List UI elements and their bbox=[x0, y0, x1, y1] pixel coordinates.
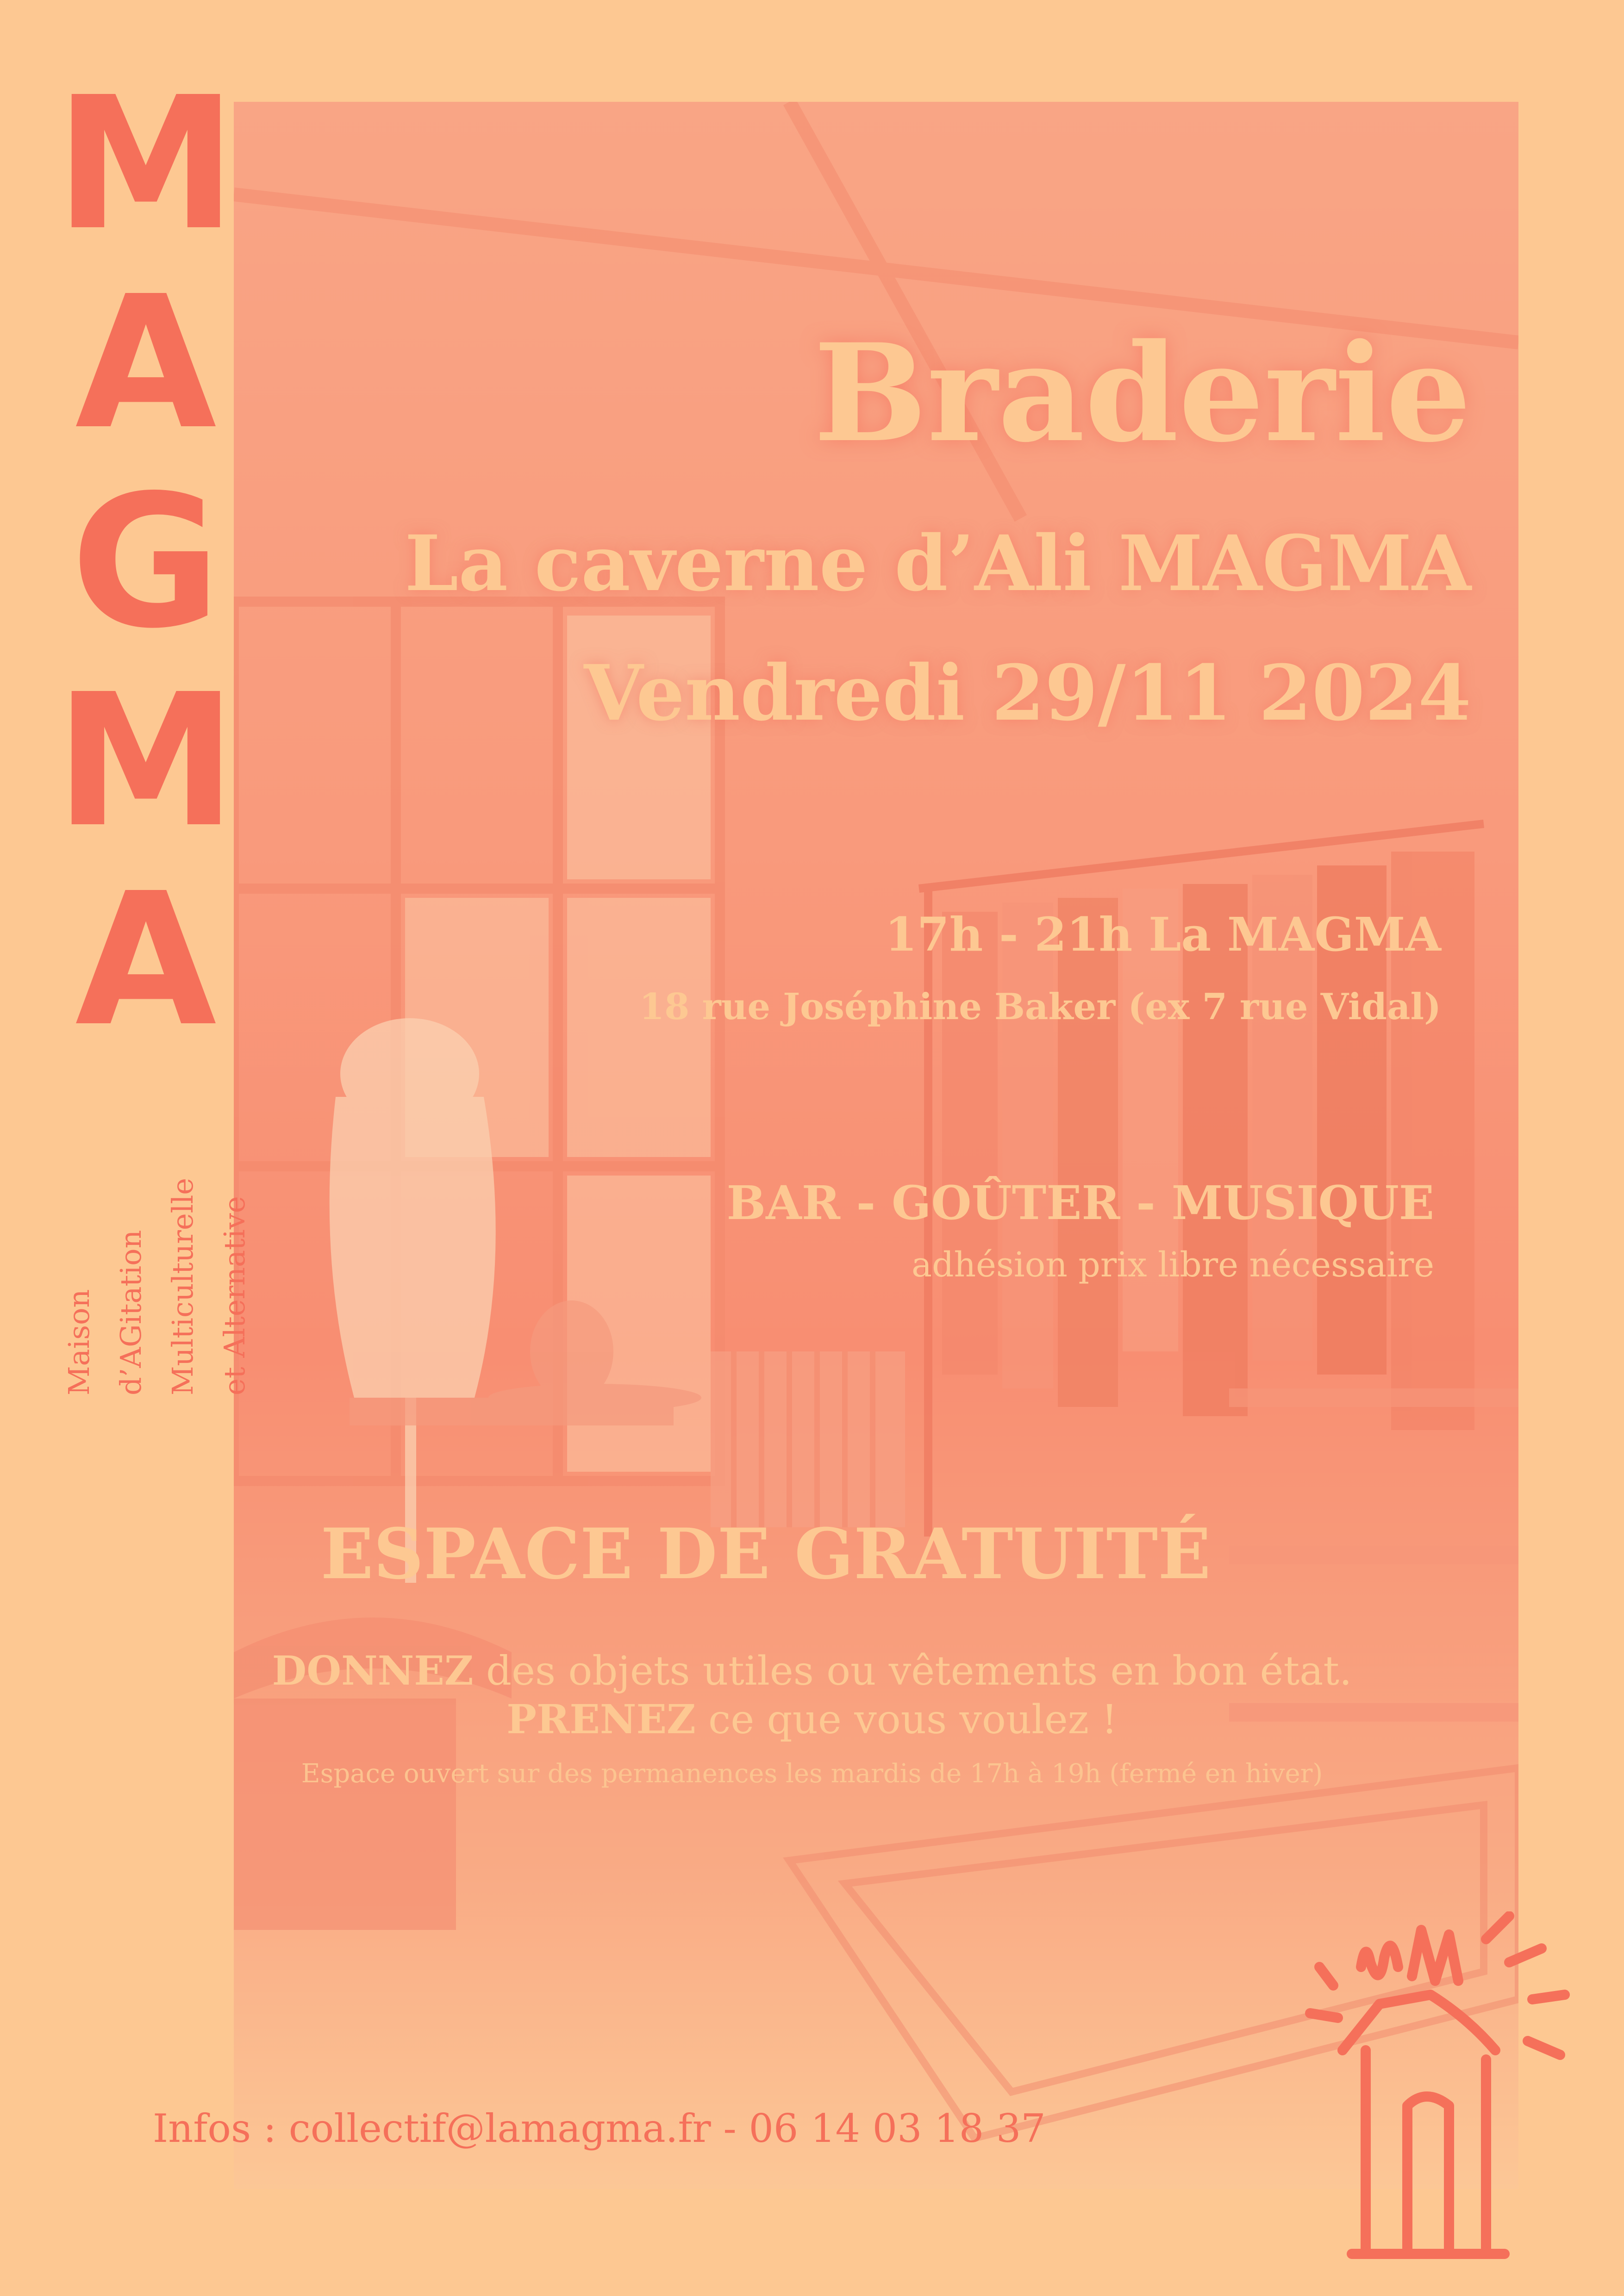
give-strong: DONNEZ bbox=[272, 1648, 474, 1694]
membership-note: adhésion prix libre nécessaire bbox=[912, 1245, 1434, 1285]
event-title: Braderie bbox=[813, 315, 1471, 472]
event-activities: BAR - GOÛTER - MUSIQUE bbox=[726, 1176, 1434, 1230]
free-space-take bbox=[0, 1696, 1624, 1743]
logo-letter-m2: M bbox=[55, 655, 237, 868]
tagline-line-4: et Alternative bbox=[218, 1196, 251, 1395]
give-rest: des objets utiles ou vêtements en bon état. bbox=[473, 1648, 1352, 1694]
take-strong: PRENEZ bbox=[506, 1696, 696, 1743]
tagline-line-2: d’AGitation bbox=[114, 1230, 148, 1395]
event-address: 18 rue Joséphine Baker (ex 7 rue Vidal) bbox=[639, 986, 1441, 1028]
logo-letter-a2: A bbox=[75, 854, 217, 1067]
logo-letter-m: M bbox=[55, 58, 237, 271]
free-space-give bbox=[0, 1648, 1624, 1694]
event-subtitle: La caverne d’Ali MAGMA bbox=[405, 518, 1471, 608]
take-rest: ce que vous voulez ! bbox=[695, 1697, 1118, 1743]
magma-logo bbox=[53, 58, 238, 1067]
logo-letter-g: G bbox=[70, 456, 221, 669]
event-date: Vendredi 29/11 2024 bbox=[584, 648, 1471, 738]
house-with-rays-icon bbox=[1292, 1911, 1579, 2263]
tagline-line-3: Multiculturelle bbox=[166, 1178, 200, 1395]
free-space-hours: Espace ouvert sur des permanences les mardis de 17h à 19h (fermé en hiver) bbox=[301, 1759, 1323, 1789]
organization-tagline bbox=[53, 1178, 261, 1395]
tagline-line-1: Maison bbox=[62, 1289, 96, 1395]
event-time-place: 17h - 21h La MAGMA bbox=[885, 907, 1441, 962]
free-space-title: ESPACE DE GRATUITÉ bbox=[320, 1513, 1211, 1595]
logo-letter-a: A bbox=[75, 257, 217, 470]
contact-info: Infos : collectif@lamagma.fr - 06 14 03 18 37 bbox=[153, 2106, 1046, 2151]
